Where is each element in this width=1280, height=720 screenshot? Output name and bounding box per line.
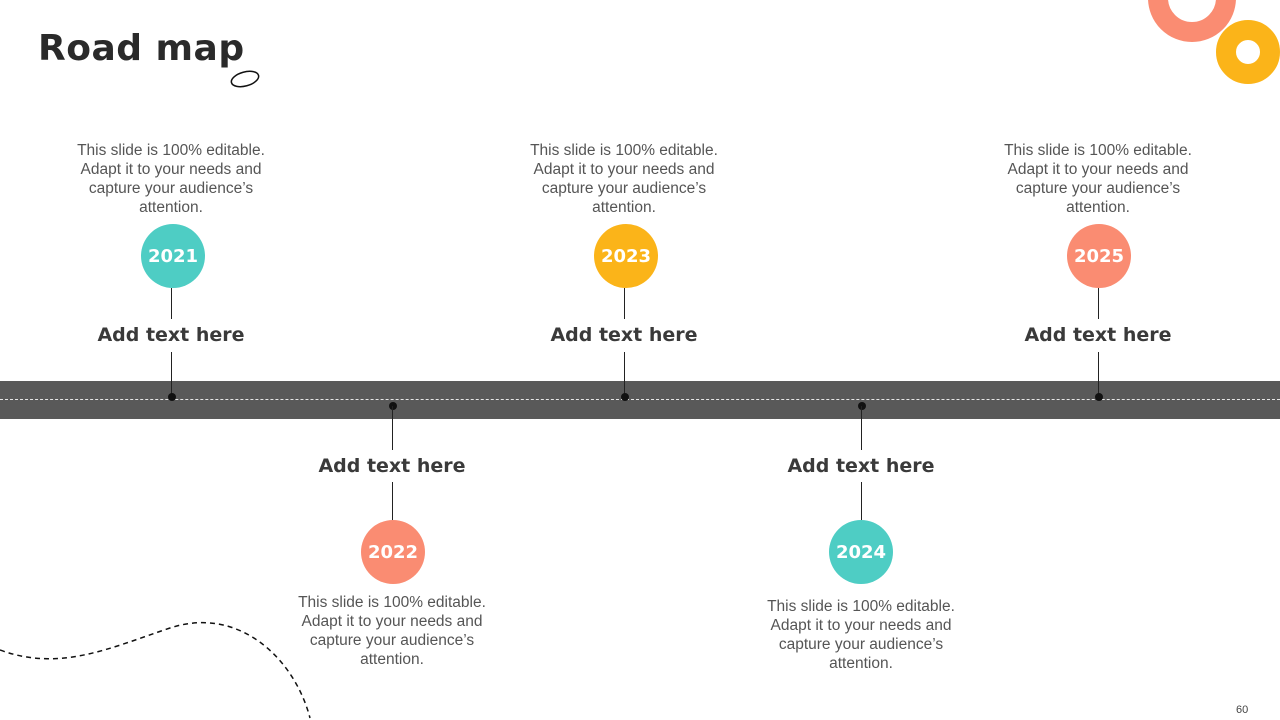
- milestone-2021-connector-top: [171, 288, 172, 319]
- small-loop-decoration: [230, 69, 261, 90]
- milestone-2021-circle: 2021: [141, 224, 205, 288]
- milestone-2023-circle: 2023: [594, 224, 658, 288]
- milestone-2025-connector-top: [1098, 288, 1099, 319]
- milestone-2021-heading: Add text here: [97, 324, 245, 346]
- coral-ring-decoration: [1158, 0, 1226, 32]
- milestone-2022-description: This slide is 100% editable. Adapt it to your needs and capture your audience’s attention.: [298, 594, 486, 668]
- milestone-2023-heading: Add text here: [550, 324, 698, 346]
- milestone-2022-dot: [389, 402, 397, 410]
- milestone-2024-description: This slide is 100% editable. Adapt it to your needs and capture your audience’s attention.: [767, 598, 955, 672]
- yellow-ring-decoration: [1226, 30, 1270, 74]
- milestone-2023-dot: [621, 393, 629, 401]
- milestone-2022-heading: Add text here: [318, 455, 466, 477]
- page-title: Road map: [38, 28, 245, 69]
- milestone-2022-connector-bottom: [392, 482, 393, 520]
- milestone-2021-dot: [168, 393, 176, 401]
- milestone-2021-connector-bottom: [171, 352, 172, 396]
- milestone-2023-connector-bottom: [624, 352, 625, 396]
- milestone-2024-circle: 2024: [829, 520, 893, 584]
- road-timeline-bar: [0, 381, 1280, 419]
- milestone-2025-circle: 2025: [1067, 224, 1131, 288]
- dashed-curve-decoration: [0, 623, 310, 718]
- milestone-2023-connector-top: [624, 288, 625, 319]
- page-number: 60: [1236, 704, 1249, 716]
- milestone-2024-dot: [858, 402, 866, 410]
- milestone-2024-heading: Add text here: [787, 455, 935, 477]
- milestone-2023-description: This slide is 100% editable. Adapt it to your needs and capture your audience’s attention.: [530, 142, 718, 216]
- milestone-2024-connector-bottom: [861, 482, 862, 520]
- milestone-2021-description: This slide is 100% editable. Adapt it to your needs and capture your audience’s attention.: [77, 142, 265, 216]
- road-center-dash: [0, 399, 1280, 400]
- milestone-2024-connector-top: [861, 406, 862, 450]
- milestone-2022-circle: 2022: [361, 520, 425, 584]
- milestone-2025-heading: Add text here: [1024, 324, 1172, 346]
- milestone-2022-connector-top: [392, 406, 393, 450]
- milestone-2025-description: This slide is 100% editable. Adapt it to your needs and capture your audience’s attention.: [1004, 142, 1192, 216]
- milestone-2025-dot: [1095, 393, 1103, 401]
- milestone-2025-connector-bottom: [1098, 352, 1099, 396]
